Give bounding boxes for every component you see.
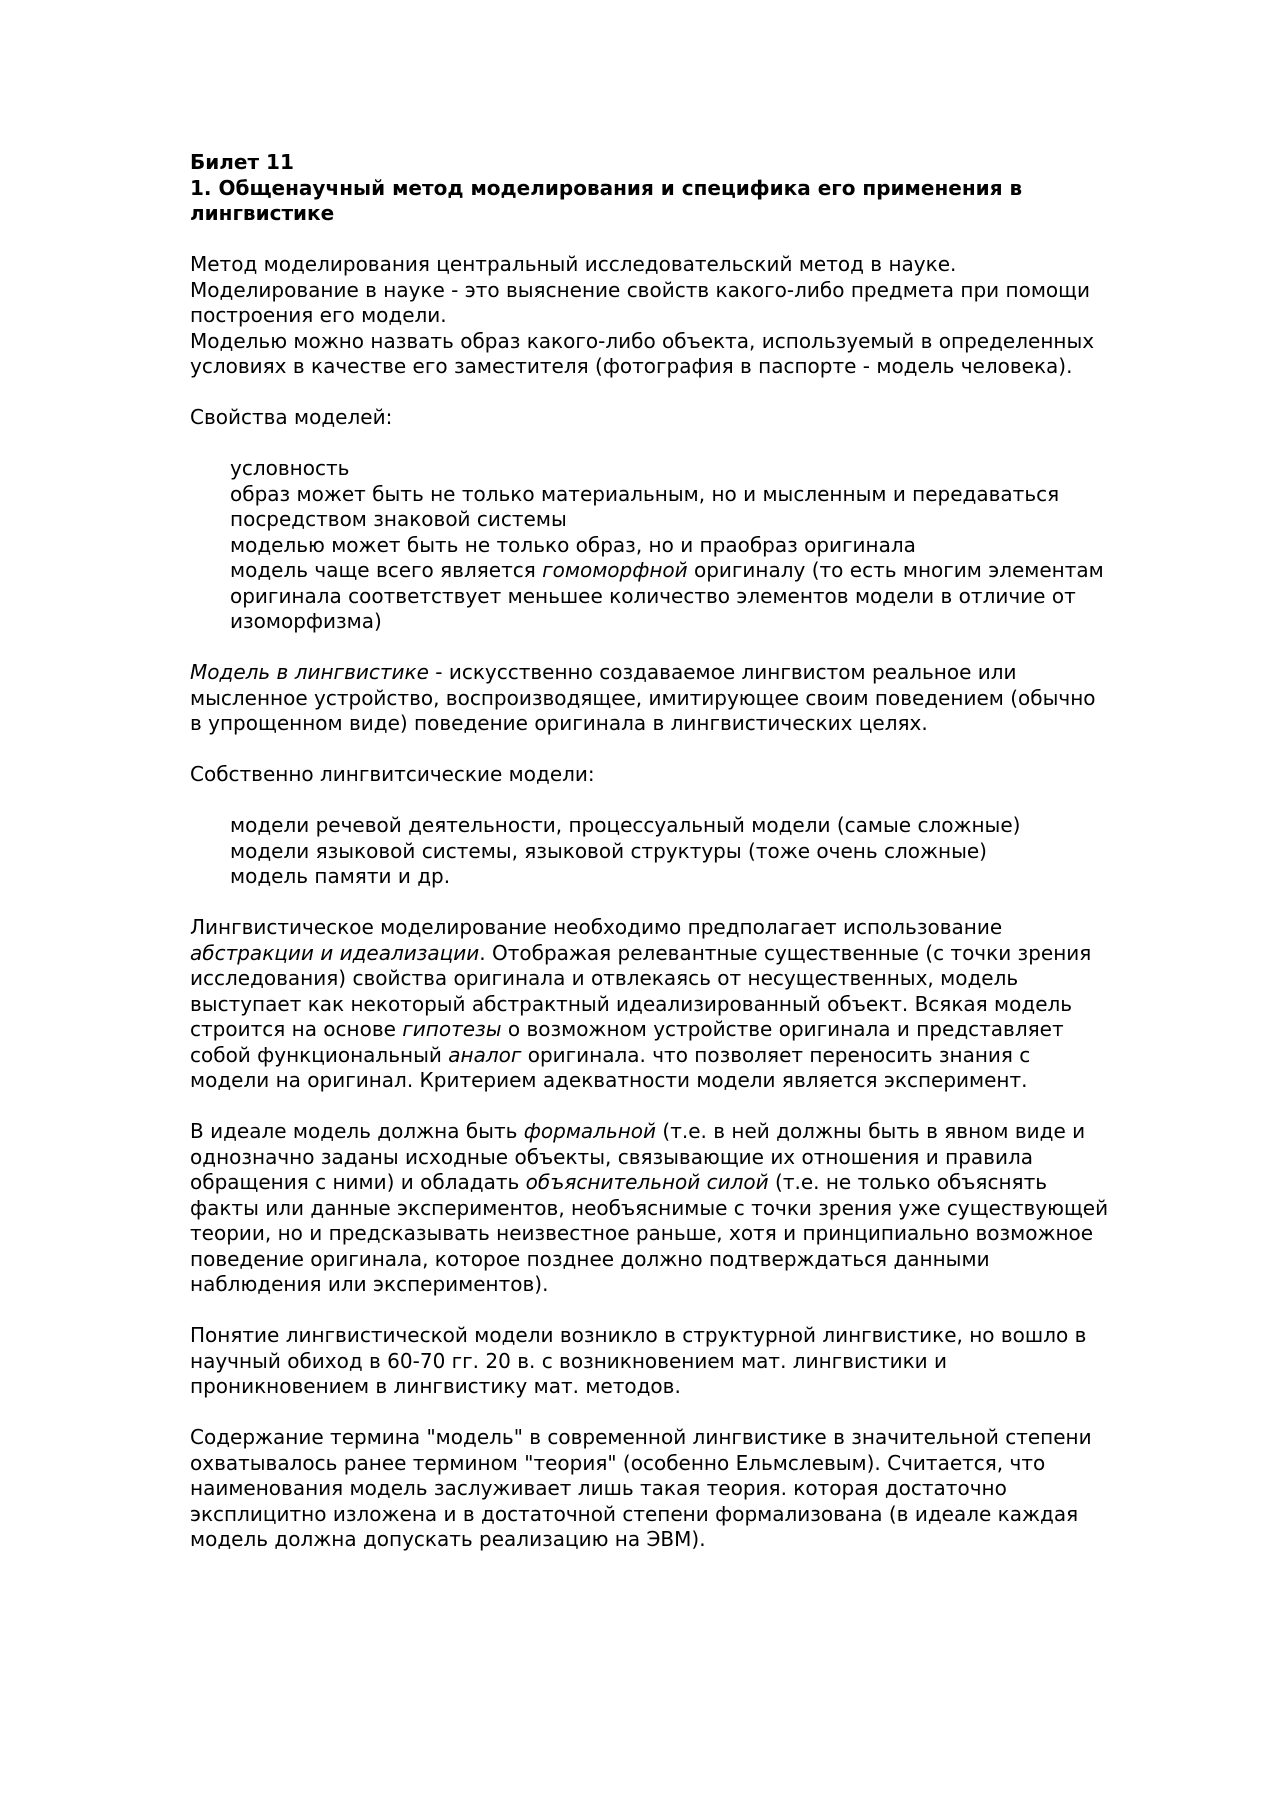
text-run: модель чаще всего является — [230, 558, 543, 582]
list-item — [230, 558, 1110, 635]
paragraph-abstraction — [190, 915, 1110, 1094]
list-item: модель памяти и др. — [230, 864, 451, 888]
italic-term: формальной — [523, 1119, 657, 1143]
italic-term: Модель в лингвистике — [190, 660, 429, 684]
italic-term: абстракции и идеализации — [190, 940, 480, 965]
properties-label: Свойства моделей: — [190, 405, 393, 429]
document-page — [190, 150, 1110, 1553]
paragraph-term-content: Содержание термина "модель" в современной лингвистике в значительной степени охватывалось ранее термином "теория" (особенно Ельмслевым). Считается, что наименования модель заслуживает лишь такая теория. которая достаточно эксплицитно изложена и в достаточной степени формализована (в идеале каждая модель должна допускать реализацию на ЭВМ). — [190, 1425, 1092, 1551]
italic-term: гипотезы — [402, 1017, 502, 1041]
italic-term: объяснительной силой — [525, 1170, 769, 1194]
section-title: 1. Общенаучный метод моделирования и специфика его применения в лингвистике — [190, 175, 1023, 225]
ticket-label: Билет 11 — [190, 150, 294, 174]
list-item: модели речевой деятельности, процессуальный модели (самые сложные) — [230, 813, 1021, 837]
list-item: образ может быть не только материальным, но и мысленным и передаваться посредством знаковой системы — [230, 481, 1060, 531]
list-item: моделью может быть не только образ, но и праобраз оригинала — [230, 532, 916, 557]
italic-term: гомоморфной — [542, 558, 688, 582]
text-run: - искусственно создаваемое лингвистом реальное или мысленное устройство, воспроизводящее, имитирующее своим поведением (обычно в упрощенном виде) поведение оригинала в лингвистических целях. — [190, 660, 1096, 735]
text-run: В идеале модель должна быть — [190, 1119, 524, 1143]
text-run: . Отображая релевантные существенные (с точки зрения исследования) свойства оригинала и отвлекаясь от несущественных, модель выступает как некоторый абстрактный идеализированный объект. Всякая модель строится на основе — [190, 940, 1092, 1041]
paragraph-method: Метод моделирования центральный исследовательский метод в науке. Моделирование в науке - это выяснение свойств какого-либо предмета при помощи построения его модели. — [190, 252, 1090, 327]
paragraph-ideal-model — [190, 1119, 1110, 1298]
text-run: (т.е. в ней должны быть в явном виде и однозначно заданы исходные объекты, связывающие их отношения и правила обращения с ними) и обладать — [190, 1119, 1086, 1194]
paragraph-model-definition: Моделью можно назвать образ какого-либо объекта, используемый в определенных условиях в качестве его заместителя (фотография в паспорте - модель человека). — [190, 328, 1095, 378]
linguistic-models-label: Собственно лингвитсические модели: — [190, 762, 595, 786]
text-run: о возможном устройстве оригинала и представляет собой функциональный — [190, 1017, 1064, 1067]
paragraph-history: Понятие лингвистической модели возникло в структурной лингвистике, но вошло в научный обиход в 60-70 гг. 20 в. с возникновением мат. лингвистики и проникновением в лингвистику мат. методов. — [190, 1323, 1087, 1398]
list-item: модели языковой системы, языковой структуры (тоже очень сложные) — [230, 838, 987, 863]
paragraph-model-in-linguistics — [190, 660, 1110, 737]
italic-term: аналог — [448, 1042, 522, 1067]
properties-list — [190, 456, 1110, 635]
text-run: оригиналу (то есть многим элементам оригинала соответствует меньшее количество элементов модели в отличие от изоморфизма) — [230, 558, 1104, 633]
text-run: Лингвистическое моделирование необходимо предполагает использование — [190, 915, 1003, 939]
text-run: (т.е. не только объяснять факты или данные экспериментов, необъяснимые с точки зрения уже существующей теории, но и предсказывать неизвестное раньше, хотя и принципиально возможное поведение оригинала, которое позднее должно подтверждаться данными наблюдения или экспериментов). — [190, 1170, 1109, 1296]
text-run: оригинала. что позволяет переносить знания с модели на оригинал. Критерием адекватности модели является эксперимент. — [190, 1042, 1031, 1092]
linguistic-models-list — [190, 813, 1110, 890]
list-item: условность — [230, 456, 350, 480]
